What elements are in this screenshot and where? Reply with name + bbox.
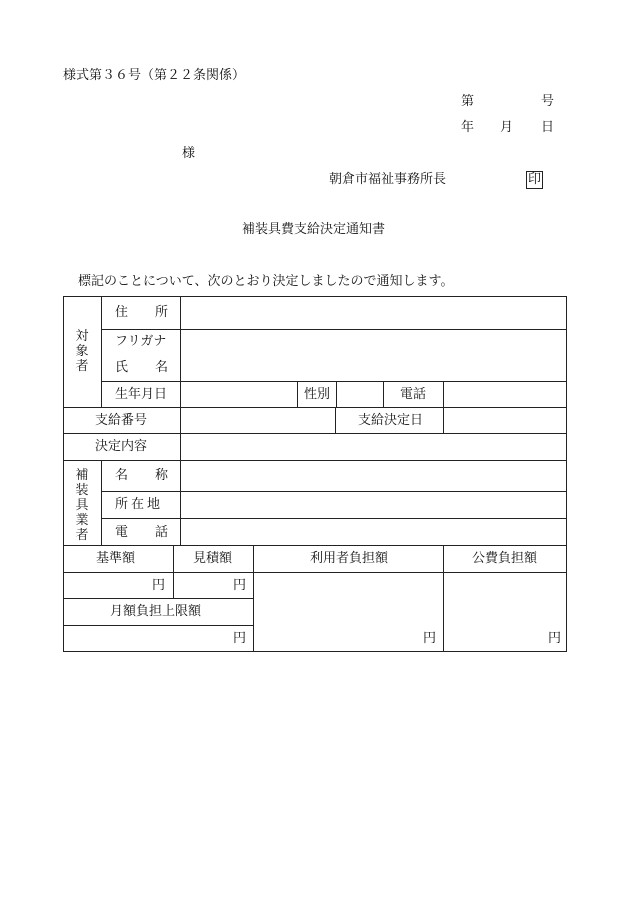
- recipient-sama: 様: [182, 146, 196, 161]
- public-burden-label: 公費負担額: [472, 551, 538, 566]
- payment-number-label: 支給番号: [95, 413, 148, 428]
- date-month: 月: [500, 120, 514, 135]
- phone-label: 電話: [400, 387, 427, 402]
- vendor-phone-label: 電 話: [115, 525, 176, 540]
- vendor-name-label: 名 称: [115, 468, 176, 483]
- address-label: 住 所: [115, 305, 176, 320]
- furigana-label: フリガナ: [115, 334, 167, 349]
- birthdate-label: 生年月日: [115, 387, 168, 402]
- intro-text: 標記のことについて、次のとおり決定しましたので通知します。: [78, 274, 454, 289]
- decision-date-label: 支給決定日: [358, 413, 424, 428]
- standard-amount-label: 基準額: [96, 551, 136, 566]
- vendor-address-label: 所在地: [115, 497, 164, 512]
- form-number: 様式第３６号（第２２条関係）: [63, 68, 246, 83]
- monthly-cap-label: 月額負担上限額: [110, 604, 202, 619]
- date-day: 日: [541, 120, 555, 135]
- estimate-yen: 円: [233, 578, 247, 593]
- date-year: 年: [461, 120, 475, 135]
- subject-group-label: 対象者: [75, 329, 89, 374]
- issuer-name: 朝倉市福祉事務所長: [329, 172, 447, 187]
- public-burden-yen: 円: [548, 631, 562, 646]
- name-label: 氏 名: [115, 360, 176, 375]
- gender-label: 性別: [304, 387, 331, 402]
- user-burden-label: 利用者負担額: [310, 551, 389, 566]
- user-burden-yen: 円: [423, 631, 437, 646]
- number-go: 号: [541, 94, 555, 109]
- number-dai: 第: [461, 94, 475, 109]
- decision-table: [63, 296, 567, 652]
- vendor-group-label: 補装具業者: [75, 468, 89, 543]
- document-title: 補装具費支給決定通知書: [242, 222, 386, 237]
- monthly-cap-yen: 円: [233, 631, 247, 646]
- estimate-label: 見積額: [193, 551, 233, 566]
- standard-amount-yen: 円: [152, 578, 166, 593]
- seal-mark: 印: [528, 172, 542, 187]
- decision-content-label: 決定内容: [95, 439, 148, 454]
